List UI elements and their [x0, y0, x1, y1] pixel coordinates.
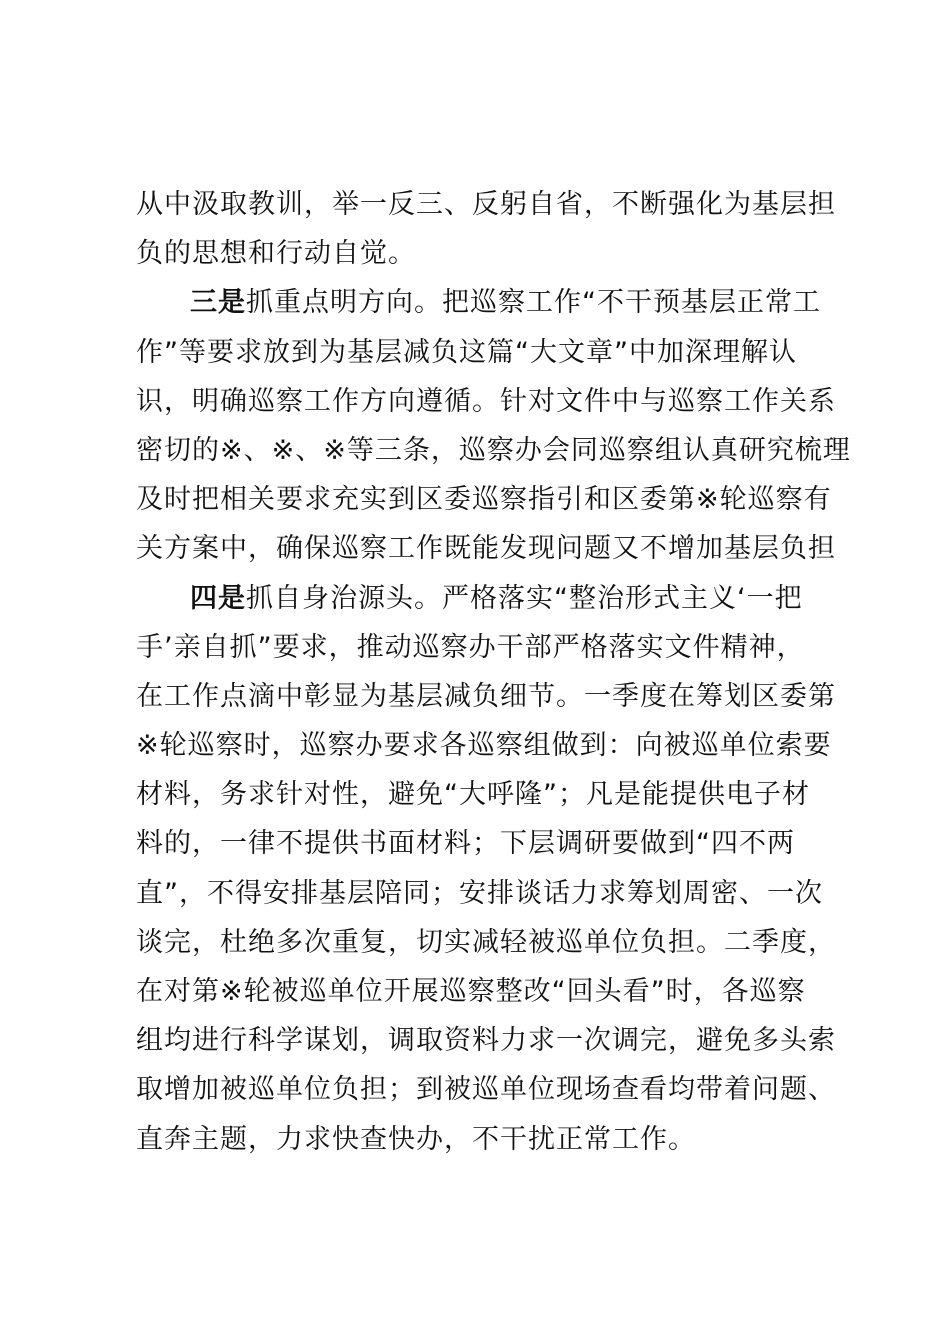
document-body	[136, 180, 851, 1164]
text-line	[136, 574, 836, 623]
text-line: ※轮巡察时，巡察办要求各巡察组做到：向被巡单位索要	[136, 730, 832, 762]
text-line: 密切的※、※、※等三条，巡察办会同巡察组认真研究梳理	[136, 434, 851, 466]
text-run: 抓重点明方向。把巡察工作“不干预基层正常工	[246, 287, 821, 319]
text-line: 谈完，杜绝多次重复，切实减轻被巡单位负担。二季度，	[136, 926, 836, 958]
text-line: 料的，一律不提供书面材料；下层调研要做到“四不两	[136, 828, 795, 860]
text-line: 手’亲自抓”要求，推动巡察办干部严格落实文件精神，	[136, 631, 805, 663]
text-line: 识，明确巡察工作方向遵循。针对文件中与巡察工作关系	[136, 385, 836, 417]
text-line: 直奔主题，力求快查快办，不干扰正常工作。	[136, 1123, 696, 1155]
text-line: 从中汲取教训，举一反三、反躬自省，不断强化为基层担	[136, 189, 836, 220]
text-line: 直”，不得安排基层陪同；安排谈话力求筹划周密、一次	[136, 877, 823, 909]
text-run: 抓自身治源头。严格落实“整治形式主义‘一把	[246, 582, 803, 614]
paragraph-lead: 四是	[190, 582, 246, 614]
text-line	[136, 278, 836, 327]
paragraph-2	[136, 278, 851, 573]
text-line: 作”等要求放到为基层减负这篇“大文章”中加深理解认	[136, 336, 797, 368]
text-line: 在对第※轮被巡单位开展巡察整改“回头看”时，各巡察	[136, 976, 806, 1007]
text-line: 及时把相关要求充实到区委巡察指引和区委第※轮巡察有	[136, 484, 832, 516]
paragraph-lead: 三是	[190, 287, 246, 319]
text-line: 材料，务求针对性，避免“大呼隆”；凡是能提供电子材	[136, 779, 810, 811]
text-line: 在工作点滴中彰显为基层减负细节。一季度在筹划区委第	[136, 680, 836, 712]
text-line: 取增加被巡单位负担；到被巡单位现场查看均带着问题、	[136, 1074, 836, 1106]
text-line: 负的思想和行动自觉。	[136, 238, 416, 270]
paragraph-3	[136, 574, 836, 1164]
text-line: 组均进行科学谋划，调取资料力求一次调完，避免多头索	[136, 1025, 836, 1057]
text-line: 关方案中，确保巡察工作既能发现问题又不增加基层负担	[136, 533, 836, 565]
paragraph-1	[136, 180, 836, 278]
